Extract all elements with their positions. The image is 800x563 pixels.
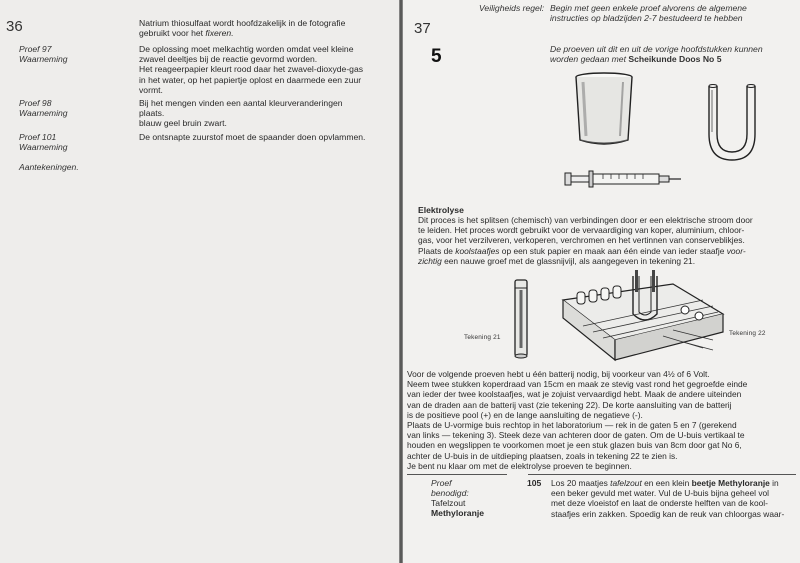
text-line: plaats. (139, 108, 165, 119)
text-line: Neem twee stukken koperdraad van 15cm en maak ze stevig vast rond het gegroefde einde (407, 379, 748, 390)
text-line: De proeven uit dit en uit de vorige hoofdstukken kunnen (550, 44, 763, 54)
text-line: van ieder der twee koolstaafjes, wat je zojuist vervaardigd hebt. Maak de andere uiteinden (407, 389, 742, 400)
text-line: te leiden. Het proces wordt gebruikt voor de vervaardiging van koper, aluminium, chloor- (418, 225, 745, 236)
text-line: vormt. (139, 84, 163, 95)
text-line: blauw geel bruin zwart. (139, 118, 227, 129)
right-page (403, 0, 800, 563)
text-line: van links — tekening 3). Steek deze van achteren door de gaten. Om de U-buis vertikaal te (407, 430, 745, 441)
text-line: De oplossing moet melkachtig worden omdat veel kleine (139, 44, 354, 54)
u-tube-illustration (703, 82, 761, 166)
text-line: met deze vloeistof en laat de onderste helften van de kool- (551, 498, 768, 509)
intro-italic: fixeren. (205, 28, 234, 39)
proef-97-label (19, 44, 68, 64)
text-line: staafjes erin zakken. Spoedig kan de reuk van chloorgas waar- (551, 508, 785, 519)
tekening-21-carbon-rod (511, 278, 531, 360)
text-line: De ontsnapte zuurstof moet de spaander doen opvlammen. (139, 132, 366, 142)
label-line: Proef 98 (19, 98, 52, 108)
proef-101-text (139, 132, 389, 142)
proef-105-number: 105 (527, 478, 542, 488)
text-line: Begin met geen enkele proef alvorens de algemene (550, 3, 747, 13)
proef-97-text (139, 44, 389, 95)
text-line: een nauwe groef met de glassnijvijl, als aangegeven in tekening 21. (441, 255, 696, 266)
text-line: Bij het mengen vinden een aantal kleurveranderingen (139, 98, 343, 108)
divider-right (528, 474, 796, 475)
divider-left (407, 474, 507, 475)
tekening-22-apparatus (553, 270, 728, 362)
italic-text: voor- (726, 245, 746, 256)
safety-text (550, 3, 795, 23)
label-line: Waarneming (19, 142, 68, 153)
chapter-note (550, 44, 795, 64)
label-line: Proef (431, 478, 452, 488)
syringe-illustration (563, 165, 683, 193)
text-line: in het water, op het papiertje oplost en daarmede een zuur (139, 74, 362, 85)
text-line: Plaats de (418, 245, 456, 256)
italic-text: tafelzout (610, 478, 642, 488)
intro-text (139, 18, 389, 38)
text-line: instructies op bladzijden 2-7 bestudeerd te hebben (550, 13, 743, 24)
section-title: Elektrolyse (418, 205, 464, 215)
intro-line-1: Natrium thiosulfaat wordt hoofdzakelijk in de fotografie (139, 18, 346, 28)
intro-line-2: gebruikt voor het (139, 28, 206, 39)
text-line: in (769, 478, 779, 488)
text-line: op een stuk papier en maak aan één einde van ieder staafje (499, 245, 727, 256)
text-line: is de positieve pool (+) en de lange aansluiting de negatieve (-). (407, 409, 643, 420)
label-line: Proef 97 (19, 44, 52, 54)
text-line: Dit proces is het splitsen (chemisch) van verbindingen door er een elektrische stroom door (418, 215, 753, 225)
label-line: Proef 101 (19, 132, 57, 142)
text-line: gas, voor het verzilveren, verkoperen, verchromen en het vertinnen van conserveblikjes. (418, 235, 745, 246)
notes-label: Aantekeningen. (19, 162, 79, 172)
proef-105-label (431, 478, 469, 498)
label-line: benodigd: (431, 488, 469, 499)
page-number-37: 37 (414, 20, 431, 37)
paragraph-1 (418, 215, 796, 266)
text-line: Plaats de U-vormige buis rechtop in het laboratorium — rek in de gaten 5 en 7 (gerekend (407, 420, 737, 431)
proef-98-label (19, 98, 68, 118)
page-number-36: 36 (6, 18, 23, 35)
text-line: een beker gevuld met water. Vul de U-buis bijna geheel vol (551, 488, 770, 499)
safety-label: Veiligheids regel: (479, 3, 545, 13)
bold-text: beetje Methyloranje (691, 478, 770, 488)
proef-101-label (19, 132, 68, 152)
caption-tekening-21: Tekening 21 (464, 334, 501, 341)
kit-name: Scheikunde Doos No 5 (628, 54, 722, 65)
proef-105-materials (431, 498, 484, 518)
text-line: van de draden aan de batterij vast (zie tekening 22). De korte aansluiting van de batterij (407, 399, 732, 410)
caption-tekening-22: Tekening 22 (729, 330, 766, 337)
material-bold: Methyloranje (431, 508, 485, 519)
label-line: Waarneming (19, 108, 68, 119)
text-line: worden gedaan met (550, 54, 629, 65)
text-line: Het reageerpapier kleurt rood daar het zwavel-dioxyde-gas (139, 64, 364, 75)
material: Tafelzout (431, 498, 466, 508)
italic-text: koolstaafjes (455, 245, 500, 256)
left-page (0, 0, 399, 563)
label-line: Waarneming (19, 54, 68, 65)
text-line: Voor de volgende proeven hebt u één batterij nodig, bij voorkeur van 4½ of 6 Volt. (407, 369, 710, 379)
chapter-number: 5 (431, 46, 442, 67)
text-line: zwavel deeltjes bij de reactie gevormd worden. (139, 54, 318, 65)
text-line: en een klein (641, 478, 692, 488)
text-line: Je bent nu klaar om met de elektrolyse proeven te beginnen. (407, 460, 632, 471)
proef-98-text (139, 98, 389, 129)
paragraph-2 (407, 369, 799, 471)
text-line: houden en wegslippen te voorkomen moet je een stuk glazen buis van 8cm door gat No 6, (407, 440, 742, 451)
beaker-illustration (573, 70, 635, 148)
text-line: achter de U-buis in de uitdieping plaatsen, zoals in tekening 22 te zien is. (407, 450, 678, 461)
proef-105-text (551, 478, 799, 519)
italic-text: zichtig (418, 255, 442, 266)
text-line: Los 20 maatjes (551, 478, 611, 488)
